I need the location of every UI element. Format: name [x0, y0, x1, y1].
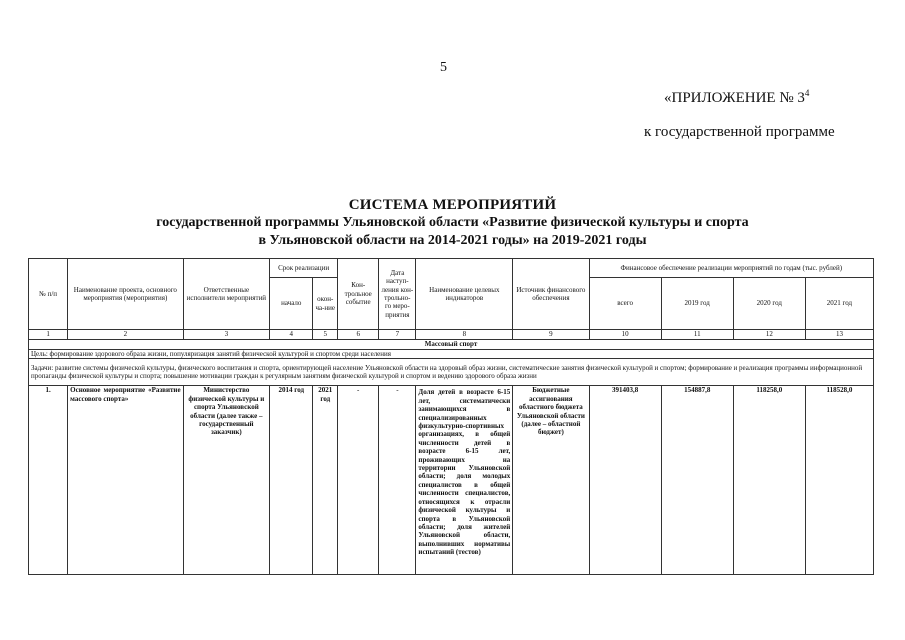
column-number: 2: [68, 330, 183, 340]
row-start: 2014 год: [270, 386, 313, 575]
header-term-end: окон-ча-ние: [313, 278, 338, 330]
appendix-superscript: 4: [804, 88, 810, 98]
header-control-event: Кон-трольное событие: [338, 259, 379, 330]
row-control-event: -: [338, 386, 379, 575]
tasks-text: Задачи: развитие системы физической культуры, физического воспитания и спорта, ориентирующей население Ульяновской области на здоровый образ жизни, систематические занятия физической культурой и спортом; формирование и реализация программы информационной пропаганды физической культуры и спорта; повышение мотивации граждан к регулярным занятиям физической культурой и спортом и ведению здорового образа жизни: [29, 359, 874, 386]
goal-row: [29, 350, 874, 359]
table-row: [29, 386, 874, 575]
row-name: Основное мероприятие «Развитие массового спорта»: [68, 386, 183, 575]
row-indicators: Доля детей в возрасте 6-15 лет, систематически занимающихся в специализированных физкультурно-спортивных организациях, в общей численности детей в возрасте 6-15 лет, проживающих на территории Ульяновской области; доля молодых специалистов в общей численности специалистов, относящихся к отрасли физической культуры и спорта в Ульяновской области; доля жителей Ульяновской области, выполнивших нормативы испытаний (тестов): [416, 386, 513, 575]
section-row: [29, 340, 874, 350]
column-number: 8: [416, 330, 513, 340]
column-number: 4: [270, 330, 313, 340]
document-title: СИСТЕМА МЕРОПРИЯТИЙ: [348, 197, 557, 213]
row-total: 391403,8: [589, 386, 661, 575]
header-term-start: начало: [270, 278, 313, 330]
row-num: 1.: [29, 386, 68, 575]
row-2021: 118528,0: [805, 386, 873, 575]
row-end: 2021 год: [313, 386, 338, 575]
tasks-row: [29, 359, 874, 386]
column-number: 10: [589, 330, 661, 340]
header-executors: Ответственные исполнители мероприятий: [183, 259, 270, 330]
row-2019: 154887,8: [661, 386, 733, 575]
header-2021: 2021 год: [805, 278, 873, 330]
appendix-subheading: к государственной программе: [644, 124, 835, 140]
document-subtitle-line1: государственной программы Ульяновской области «Развитие физической культуры и спорта: [156, 215, 749, 230]
header-control-date: Дата наступ-ления кон-трольно-го меро-приятия: [379, 259, 416, 330]
document-subtitle-line2: в Ульяновской области на 2014-2021 годы» на 2019-2021 годы: [258, 233, 647, 248]
column-number: 7: [379, 330, 416, 340]
appendix-heading: [664, 88, 809, 107]
column-number: 1: [29, 330, 68, 340]
page-number: 5: [440, 60, 447, 75]
column-number: 3: [183, 330, 270, 340]
header-term-group: Срок реализации: [270, 259, 338, 278]
header-2019: 2019 год: [661, 278, 733, 330]
header-indicators: Наименование целевых индикаторов: [416, 259, 513, 330]
header-total: всего: [589, 278, 661, 330]
column-number: 5: [313, 330, 338, 340]
header-2020: 2020 год: [733, 278, 805, 330]
column-number: 6: [338, 330, 379, 340]
row-control-date: -: [379, 386, 416, 575]
row-source: Бюджетные ассигнования областного бюджета Ульяновской области (далее – областной бюджет): [513, 386, 589, 575]
column-number: 12: [733, 330, 805, 340]
header-name: Наименование проекта, основного мероприятия (мероприятия): [68, 259, 183, 330]
row-2020: 118258,0: [733, 386, 805, 575]
section-title: Массовый спорт: [29, 340, 874, 350]
header-source: Источник финансового обеспечения: [513, 259, 589, 330]
header-row-1: [29, 259, 874, 278]
column-number: 11: [661, 330, 733, 340]
appendix-label: «ПРИЛОЖЕНИЕ № 3: [664, 90, 805, 106]
header-num: № п/п: [29, 259, 68, 330]
column-number: 13: [805, 330, 873, 340]
column-number-row: [29, 330, 874, 340]
column-number: 9: [513, 330, 589, 340]
header-finance-group: Финансовое обеспечение реализации мероприятий по годам (тыс. рублей): [589, 259, 873, 278]
row-executor: Министерство физической культуры и спорта Ульяновской области (далее также – государственный заказчик): [183, 386, 270, 575]
goal-text: Цель: формирование здорового образа жизни, популяризация занятий физической культурой и спортом среди населения: [29, 350, 874, 359]
measures-table: [28, 258, 874, 575]
